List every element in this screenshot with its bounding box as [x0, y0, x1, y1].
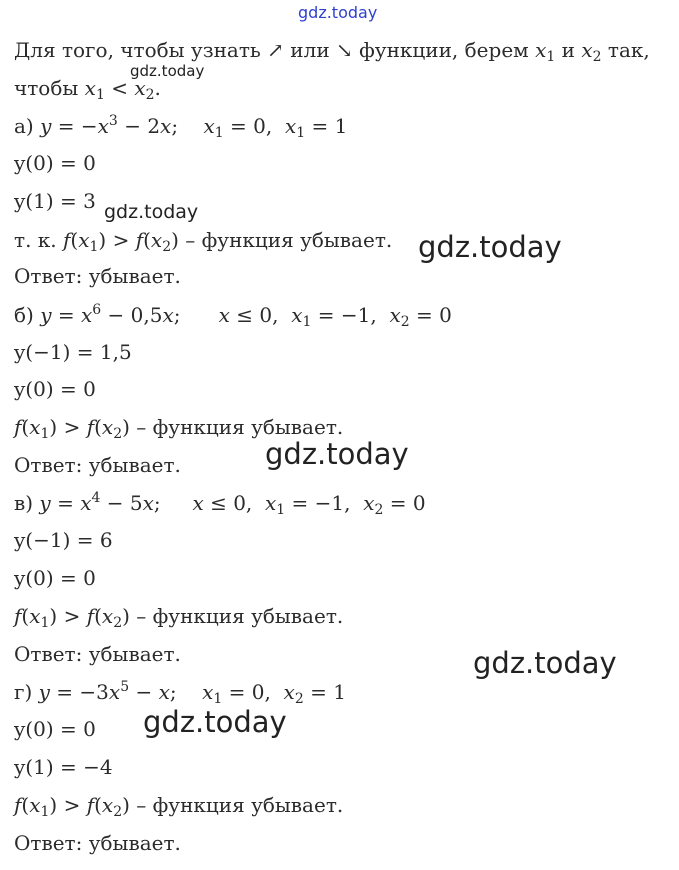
intro-line-2: чтобы $x_1 < x_2$.: [14, 76, 161, 103]
watermark: gdz.today: [265, 437, 409, 471]
watermark: gdz.today: [418, 230, 562, 264]
part-b-value: y(0) = 0: [14, 377, 96, 401]
part-a-answer: Ответ: убывает.: [14, 264, 181, 288]
part-g-conclusion: $f(x_1) > f(x_2)$ – функция убывает.: [14, 793, 344, 820]
part-a-value: y(0) = 0: [14, 151, 96, 175]
watermark: gdz.today: [143, 705, 287, 739]
decreasing-arrow: ↘: [336, 38, 353, 62]
watermark: gdz.today: [298, 3, 378, 22]
part-a-function: а) $y = -x^3 - 2x$; $x_1 = 0$, $x_1 = 1$: [14, 113, 348, 141]
watermark: gdz.today: [104, 201, 199, 223]
part-b-value: y(−1) = 1,5: [14, 340, 132, 364]
part-v-function: в) $y = x^4 - 5x$; x ≤ 0, $x_1 = -1$, $x_2 = 0$: [14, 490, 426, 518]
part-g-value: y(0) = 0: [14, 717, 96, 741]
part-v-value: y(−1) = 6: [14, 528, 113, 552]
part-g-value: y(1) = −4: [14, 755, 113, 779]
part-a-conclusion: т. к. $f(x_1) > f(x_2)$ – функция убывает.: [14, 228, 393, 255]
intro-line-1: Для того, чтобы узнать ↗ или ↘ функции, берем $x_1$ и $x_2$ так,: [14, 38, 650, 65]
part-v-conclusion: $f(x_1) > f(x_2)$ – функция убывает.: [14, 604, 344, 631]
part-a-value: y(1) = 3: [14, 189, 96, 213]
part-b-conclusion: $f(x_1) > f(x_2)$ – функция убывает.: [14, 415, 344, 442]
part-v-value: y(0) = 0: [14, 566, 96, 590]
part-g-function: г) $y = -3x^5 - x$; $x_1 = 0$, $x_2 = 1$: [14, 679, 346, 707]
watermark: gdz.today: [473, 646, 617, 680]
watermark: gdz.today: [130, 62, 205, 80]
part-b-function: б) $y = x^6 - 0,5x$; x ≤ 0, $x_1 = -1$, $x_2 = 0$: [14, 302, 452, 330]
part-g-answer: Ответ: убывает.: [14, 831, 181, 855]
increasing-arrow: ↗: [267, 38, 284, 62]
part-v-answer: Ответ: убывает.: [14, 642, 181, 666]
part-b-answer: Ответ: убывает.: [14, 453, 181, 477]
